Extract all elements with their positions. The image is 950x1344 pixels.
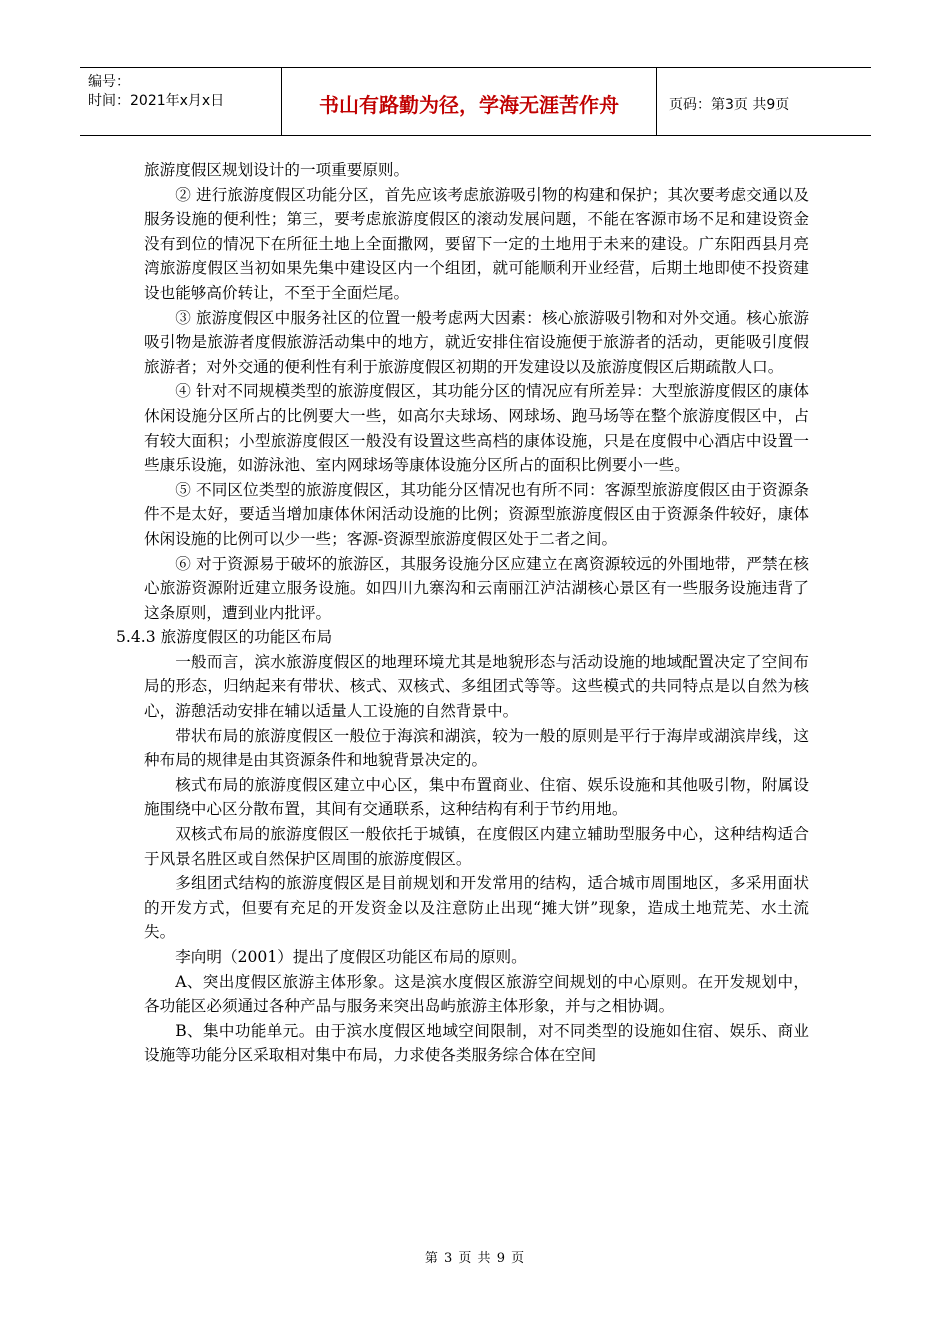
header-page-label: 页码：第3页 共9页	[669, 96, 790, 113]
paragraph: 多组团式结构的旅游度假区是目前规划和开发常用的结构，适合城市周围地区，多采用面状的开发方式，但要有充足的开发资金以及注意防止出现“摊大饼”现象，造成土地荒芜、水土流失。	[144, 874, 809, 942]
paragraph: 旅游度假区规划设计的一项重要原则。	[144, 161, 410, 179]
date-label: 时间：2021年x月x日	[88, 93, 225, 109]
footer-page-number: 第 3 页 共 9 页	[424, 1251, 526, 1266]
paragraph: ⑥ 对于资源易于破坏的旅游区，其服务设施分区应建立在离资源较远的外围地带，严禁在核心旅游资源附近建立服务设施。如四川九寨沟和云南丽江泸沽湖核心景区有一些服务设施违背了这条原则，遭到业内批评。	[144, 554, 809, 622]
paragraph: ④ 针对不同规模类型的旅游度假区，其功能分区的情况应有所差异：大型旅游度假区的康体休闲设施分区所占的比例要大一些，如高尔夫球场、网球场、跑马场等在整个旅游度假区中，占有较大面积；小型旅游度假区一般没有设置这些高档的康体设施，只是在度假中心酒店中设置一些康乐设施，如游泳池、室内网球场等康体设施分区所占的面积比例要小一些。	[144, 382, 809, 475]
page-footer	[0, 1247, 950, 1266]
header-meta	[80, 68, 282, 135]
section-heading: 5.4.3 旅游度假区的功能区布局	[116, 628, 333, 647]
paragraph: ③ 旅游度假区中服务社区的位置一般考虑两大因素：核心旅游吸引物和对外交通。核心旅游吸引物是旅游者度假旅游活动集中的地方，就近安排住宿设施便于旅游者的活动，更能吸引度假旅游者；对外交通的便利性有利于旅游度假区初期的开发建设以及旅游度假区后期疏散人口。	[144, 308, 809, 376]
paragraph: 双核式布局的旅游度假区一般依托于城镇，在度假区内建立辅助型服务中心，这种结构适合于风景名胜区或自然保护区周围的旅游度假区。	[144, 825, 809, 868]
paragraph: 带状布局的旅游度假区一般位于海滨和湖滨，较为一般的原则是平行于海岸或湖滨岸线，这种布局的规律是由其资源条件和地貌背景决定的。	[144, 726, 809, 770]
paragraph: 一般而言，滨水旅游度假区的地理环境尤其是地貌形态与活动设施的地域配置决定了空间布局的形态，归纳起来有带状、核式、双核式、多组团式等等。这些模式的共同特点是以自然为核心，游憩活动安排在辅以适量人工设施的自然背景中。	[144, 652, 809, 721]
paragraph: A、突出度假区旅游主体形象。这是滨水度假区旅游空间规划的中心原则。在开发规划中，各功能区必须通过各种产品与服务来突出岛屿旅游主体形象，并与之相协调。	[144, 972, 809, 1016]
paragraph: 核式布局的旅游度假区建立中心区，集中布置商业、住宿、娱乐设施和其他吸引物，附属设施围绕中心区分散布置，其间有交通联系，这种结构有利于节约用地。	[144, 775, 809, 819]
paragraph: 李向明（2001）提出了度假区功能区布局的原则。	[175, 948, 527, 966]
paragraph: B、集中功能单元。由于滨水度假区地域空间限制，对不同类型的设施如住宿、娱乐、商业设施等功能分区采取相对集中布局，力求使各类服务综合体在空间	[144, 1021, 809, 1065]
serial-label: 编号：	[88, 74, 130, 90]
paragraph: ⑤ 不同区位类型的旅游度假区，其功能分区情况也有所不同：客源型旅游度假区由于资源条件不是太好，要适当增加康体休闲活动设施的比例；资源型旅游度假区由于资源条件较好，康体休闲设施的比例可以少一些；客源-资源型旅游度假区处于二者之间。	[144, 480, 809, 548]
page-header	[80, 67, 871, 136]
paragraph: ② 进行旅游度假区功能分区，首先应该考虑旅游吸引物的构建和保护；其次要考虑交通以及服务设施的便利性；第三，要考虑旅游度假区的滚动发展问题，不能在客源市场不足和建设资金没有到位的情况下在所征土地上全面撒网，要留下一定的土地用于未来的建设。广东阳西县月亮湾旅游度假区当初如果先集中建设区内一个组团，就可能顺利开业经营，后期土地即使不投资建设也能够高价转让，不至于全面烂尾。	[144, 185, 809, 302]
document-body	[116, 158, 809, 1068]
header-motto: 书山有路勤为径，学海无涯苦作舟	[282, 68, 657, 135]
